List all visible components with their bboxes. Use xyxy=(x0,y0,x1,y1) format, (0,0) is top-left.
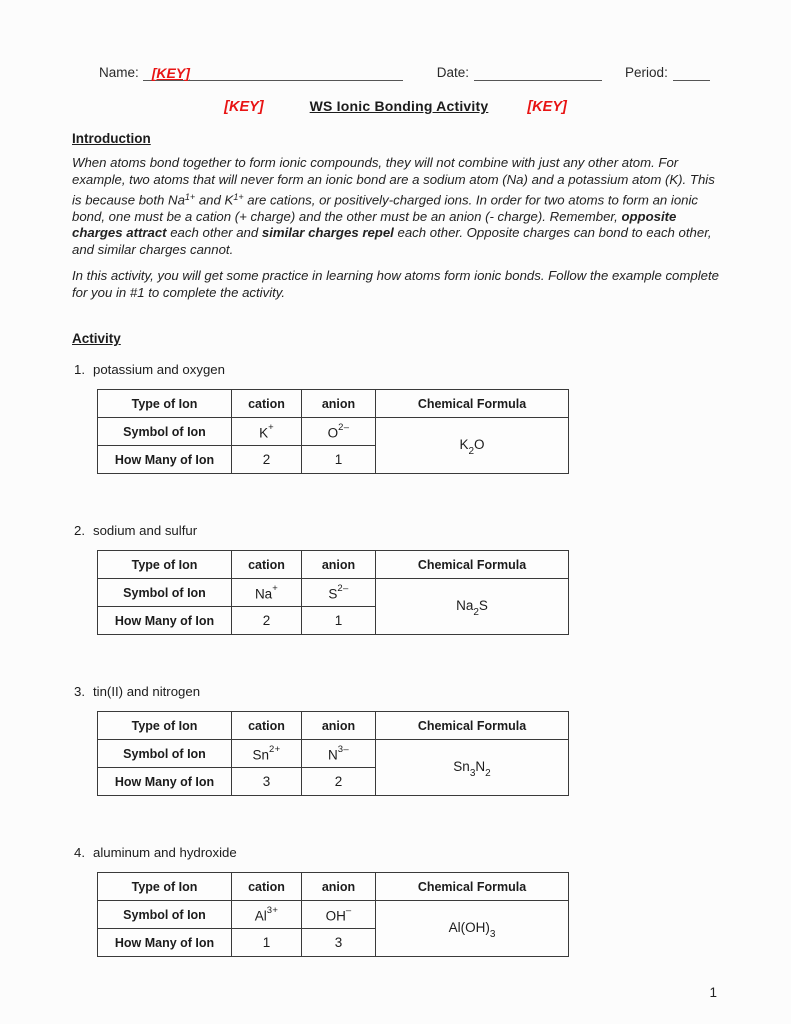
problem-number: 1. xyxy=(74,362,85,378)
problem-4 xyxy=(72,845,719,957)
col-header-cation: cation xyxy=(232,712,302,740)
cation-symbol-cell: Na+ xyxy=(232,579,302,607)
cation-count-cell: 3 xyxy=(232,768,302,796)
cation-count-cell: 2 xyxy=(232,446,302,474)
row-label-how-many-of-ion: How Many of Ion xyxy=(98,607,232,635)
col-header-cation: cation xyxy=(232,873,302,901)
ion-table-4 xyxy=(97,872,569,957)
date-blank-line xyxy=(474,65,602,81)
cation-count-cell: 1 xyxy=(232,929,302,957)
col-header-type-of-ion: Type of Ion xyxy=(98,390,232,418)
col-header-anion: anion xyxy=(302,712,376,740)
row-label-symbol-of-ion: Symbol of Ion xyxy=(98,901,232,929)
introduction-paragraph-2: In this activity, you will get some practice in learning how atoms form ionic bonds. Follow the example complete for you in #1 to complete the activity. xyxy=(72,268,719,300)
problem-4-title xyxy=(72,845,719,861)
cation-symbol-cell: $Al^{3+}$ xyxy=(232,901,302,929)
col-header-cation: cation xyxy=(232,551,302,579)
key-marker-right: [KEY] xyxy=(527,99,567,115)
table-header-row xyxy=(98,551,569,579)
problem-number: 4. xyxy=(74,845,85,861)
col-header-type-of-ion: Type of Ion xyxy=(98,551,232,579)
cation-count-cell: 2 xyxy=(232,607,302,635)
period-label: Period: xyxy=(625,65,668,80)
ion-table-3 xyxy=(97,711,569,796)
symbol-row xyxy=(98,579,569,607)
anion-count-cell: 2 xyxy=(302,768,376,796)
table-header-row xyxy=(98,390,569,418)
row-label-how-many-of-ion: How Many of Ion xyxy=(98,446,232,474)
page-title: WS Ionic Bonding Activity xyxy=(309,98,489,114)
symbol-row xyxy=(98,740,569,768)
problem-1 xyxy=(72,362,719,474)
anion-count-cell: 1 xyxy=(302,446,376,474)
name-blank-line xyxy=(143,65,403,81)
name-key-answer: [KEY] xyxy=(151,65,190,81)
page-number: 1 xyxy=(709,985,717,1000)
title-line xyxy=(72,98,719,116)
row-label-symbol-of-ion: Symbol of Ion xyxy=(98,418,232,446)
row-label-how-many-of-ion: How Many of Ion xyxy=(98,768,232,796)
problem-2-title xyxy=(72,523,719,539)
problem-3-title xyxy=(72,684,719,700)
period-blank-line xyxy=(673,65,710,81)
anion-symbol-cell: $N^{3-}$ xyxy=(302,740,376,768)
anion-symbol-cell: OH– xyxy=(302,901,376,929)
col-header-anion: anion xyxy=(302,873,376,901)
problem-3 xyxy=(72,684,719,796)
ion-table-2 xyxy=(97,550,569,635)
introduction-heading: Introduction xyxy=(72,131,151,146)
problem-name: tin(II) and nitrogen xyxy=(93,684,201,700)
date-label: Date: xyxy=(436,65,470,80)
problem-number: 3. xyxy=(74,684,85,700)
problem-1-title xyxy=(72,362,719,378)
introduction-paragraph-1: When atoms bond together to form ionic compounds, they will not combine with just any other atom. For example, two atoms that will never form an ionic bond are a sodium atom (Na) and a potassium atom (K). This is because both $Na^{1+}$ and $K^{1+}$ are cations, or positively-charged ions. In order for two atoms to form an ionic bond, one must be a cation (+ charge) and the other must be an anion (- charge). Remember, opposite charges attract each other and similar charges repel each other. Opposite charges can bond to each other, and similar charges cannot. xyxy=(72,155,715,257)
row-label-symbol-of-ion: Symbol of Ion xyxy=(98,740,232,768)
symbol-row xyxy=(98,901,569,929)
col-header-type-of-ion: Type of Ion xyxy=(98,712,232,740)
table-header-row xyxy=(98,712,569,740)
problem-name: sodium and sulfur xyxy=(93,523,198,539)
chemical-formula-cell: $Sn_3N_2$ xyxy=(376,740,569,796)
col-header-cation: cation xyxy=(232,390,302,418)
col-header-anion: anion xyxy=(302,551,376,579)
problem-2 xyxy=(72,523,719,635)
col-header-type-of-ion: Type of Ion xyxy=(98,873,232,901)
ion-table-1 xyxy=(97,389,569,474)
key-marker-left: [KEY] xyxy=(224,99,264,115)
anion-symbol-cell: $O^{2-}$ xyxy=(302,418,376,446)
cation-symbol-cell: $Sn^{2+}$ xyxy=(232,740,302,768)
name-label: Name: xyxy=(99,65,139,80)
problem-name: potassium and oxygen xyxy=(93,362,225,378)
header-fillin-line xyxy=(72,65,719,81)
table-header-row xyxy=(98,873,569,901)
row-label-how-many-of-ion: How Many of Ion xyxy=(98,929,232,957)
col-header-chemical-formula: Chemical Formula xyxy=(376,712,569,740)
col-header-anion: anion xyxy=(302,390,376,418)
anion-count-cell: 1 xyxy=(302,607,376,635)
problem-number: 2. xyxy=(74,523,85,539)
activity-heading: Activity xyxy=(72,331,121,347)
chemical-formula-cell: $K_2O$ xyxy=(376,418,569,474)
problem-name: aluminum and hydroxide xyxy=(93,845,237,861)
cation-symbol-cell: K+ xyxy=(232,418,302,446)
col-header-chemical-formula: Chemical Formula xyxy=(376,390,569,418)
symbol-row xyxy=(98,418,569,446)
chemical-formula-cell: $Al(OH)_3$ xyxy=(376,901,569,957)
col-header-chemical-formula: Chemical Formula xyxy=(376,551,569,579)
anion-symbol-cell: $S^{2-}$ xyxy=(302,579,376,607)
col-header-chemical-formula: Chemical Formula xyxy=(376,873,569,901)
chemical-formula-cell: $Na_2S$ xyxy=(376,579,569,635)
anion-count-cell: 3 xyxy=(302,929,376,957)
row-label-symbol-of-ion: Symbol of Ion xyxy=(98,579,232,607)
